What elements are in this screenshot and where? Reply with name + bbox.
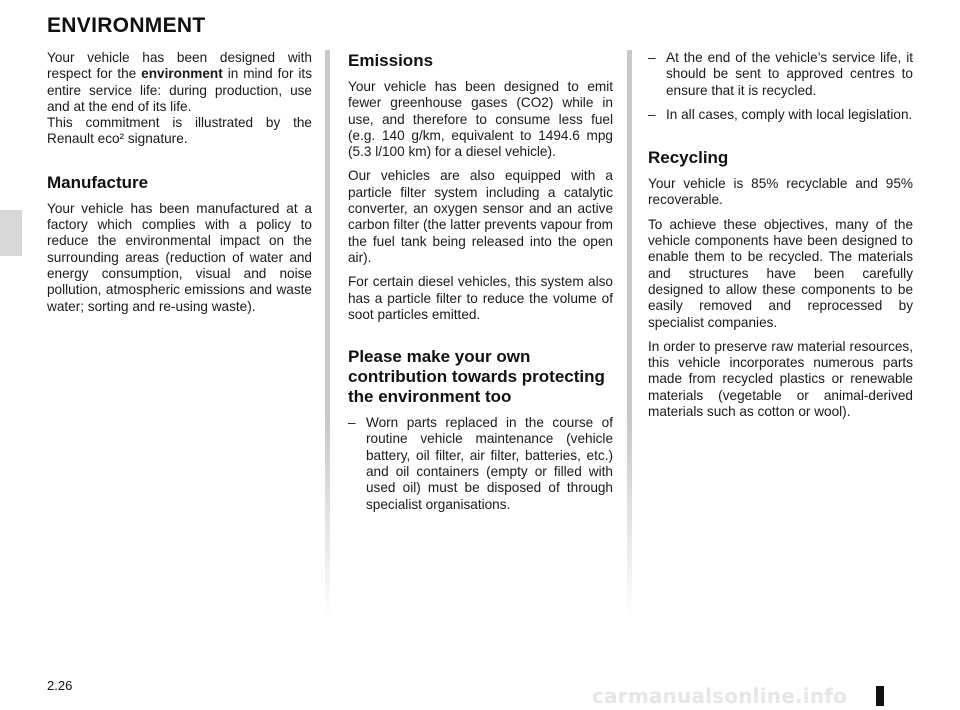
list-dash: –: [348, 415, 356, 431]
column-left: [47, 50, 312, 323]
recycling-paragraph-1: Your vehicle is 85% recyclable and 95% recoverable.: [648, 176, 913, 208]
list-item: [648, 50, 913, 99]
contribution-list: [348, 415, 613, 513]
page-title: ENVIRONMENT: [47, 14, 206, 37]
list-item: [348, 415, 613, 513]
emissions-paragraph-3: For certain diesel vehicles, this system also has a particle filter to reduce the volume of soot particles emitted.: [348, 274, 613, 322]
column-divider-right: [627, 50, 632, 620]
page-corner-marker: [876, 686, 884, 706]
watermark-text: carmanualsonline.info: [592, 684, 848, 708]
commitment-paragraph: This commitment is illustrated by the Renault eco² signature.: [47, 115, 312, 147]
column-divider-left: [325, 50, 330, 620]
recycling-paragraph-2: To achieve these objectives, many of the vehicle components have been designed to enable them to be recycled. The materials and structures have been carefully designed to allow these components to be easily removed and reprocessed by specialist companies.: [648, 216, 913, 330]
emissions-paragraph-1: Your vehicle has been designed to emit fewer greenhouse gases (CO2) while in use, and therefore to consume less fuel (e.g. 140 g/km, equivalent to 1494.6 mpg (5.3 l/100 km) for a diesel vehicle).: [348, 79, 613, 160]
manufacture-paragraph: Your vehicle has been manufactured at a factory which complies with a policy to reduce the environmental impact on the surrounding areas (reduction of water and energy consumption, visual and noise pollution, atmospheric emissions and waste water; sorting and re-using waste).: [47, 200, 312, 314]
emissions-paragraph-2: Our vehicles are also equipped with a particle filter system including a catalytic converter, an oxygen sensor and an active carbon filter (the latter prevents vapour from the fuel tank being released into the open air).: [348, 168, 613, 265]
list-item-text: At the end of the vehicle’s service life, it should be sent to approved centres to ensure that it is recycled.: [666, 50, 913, 98]
column-right: [648, 50, 913, 428]
list-dash: –: [648, 106, 656, 122]
page-number: 2.26: [47, 678, 73, 693]
section-edge-tab: [0, 210, 22, 256]
list-dash: –: [648, 50, 656, 65]
recycling-heading: Recycling: [648, 148, 729, 168]
emissions-heading: Emissions: [348, 51, 434, 70]
list-item-text: In all cases, comply with local legislation.: [666, 106, 913, 122]
recycling-paragraph-3: In order to preserve raw material resources, this vehicle incorporates numerous parts made from recycled plastics or renewable materials (vegetable or animal-derived materials such as cotton or wool).: [648, 338, 913, 420]
contribution-heading: Please make your own contribution towards protecting the environment too: [348, 347, 605, 407]
list-item-text: Worn parts replaced in the course of routine vehicle maintenance (vehicle battery, oil filter, air filter, batteries, etc.) and oil containers (empty or filled with used oil) must be disposed of through specialist organisations.: [366, 415, 613, 512]
column-middle: [348, 50, 613, 521]
manufacture-heading: Manufacture: [47, 172, 149, 192]
intro-text-end: in mind for its entire service life: during production, use and at the end of its life.: [47, 66, 313, 114]
list-item: [648, 107, 913, 123]
contribution-list-continued: [648, 50, 913, 123]
intro-paragraph: [47, 50, 312, 115]
intro-text-start: Your vehicle has been designed with respect for the: [47, 50, 312, 82]
intro-bold-environment: environment: [141, 66, 223, 82]
